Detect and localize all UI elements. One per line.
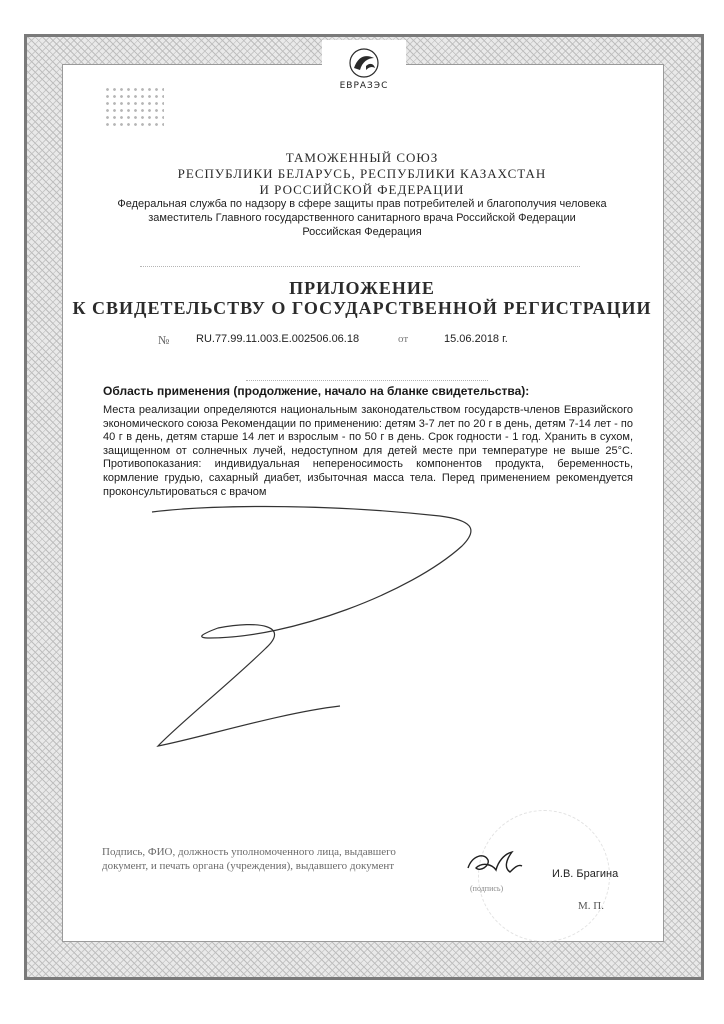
divider-line — [140, 266, 580, 268]
emblem-text: ЕВРАЗЭС — [339, 81, 389, 91]
document-subtitle: К СВИДЕТЕЛЬСТВУ О ГОСУДАРСТВЕННОЙ РЕГИСТРАЦИИ — [72, 298, 652, 318]
eurasec-emblem-icon — [344, 46, 384, 80]
registration-from-label: от — [398, 333, 409, 345]
header-line-1: ТАМОЖЕННЫЙ СОЮЗ — [285, 150, 439, 165]
registration-number-sign: № — [158, 333, 170, 347]
section-text: Места реализации определяются национальным законодательством государств-членов Евразийского экономического союза Рекомендации по применению: детям 3-7 лет по 20 г в день, детям 7-14 лет - по 40 г в день, детям старше 14 лет и взрослым - по 50 г в день. Срок годности - 1 год. Хранить в сухом, защищенном от солнечных лучей, недоступном для детей месте при температуре не выше 25°С. Противопоказания: индивидуальная непереносимость компонентов продукта, беременность, кормление грудью, сахарный диабет, избыточная масса тела. Перед применением рекомендуется проконсультироваться с врачом — [103, 404, 633, 498]
document-title: ПРИЛОЖЕНИЕ — [289, 278, 435, 298]
header-line-2: РЕСПУБЛИКИ БЕЛАРУСЬ, РЕСПУБЛИКИ КАЗАХСТАН — [177, 166, 547, 181]
cancellation-z-mark — [140, 498, 500, 758]
signature-field-label: Подпись, ФИО, должность уполномоченного лица, выдавшего документ, и печать органа (учреждения), выдавшего документ — [102, 846, 396, 872]
signature-caption: (подпись) — [470, 884, 504, 893]
registration-date: 15.06.2018 г. — [444, 333, 508, 345]
signer-name: И.В. Брагина — [552, 868, 619, 880]
registration-number: RU.77.99.11.003.Е.002506.06.18 — [196, 333, 360, 345]
signer-position: заместитель Главного государственного санитарного врача Российской Федерации — [148, 212, 576, 224]
handwritten-signature — [462, 842, 526, 882]
header-line-3: И РОССИЙСКОЙ ФЕДЕРАЦИИ — [259, 182, 465, 197]
issuing-authority: Федеральная служба по надзору в сфере защиты прав потребителей и благополучия человека — [117, 198, 607, 210]
divider-line-2 — [246, 380, 488, 382]
section-title: Область применения (продолжение, начало на бланке свидетельства): — [103, 384, 530, 398]
serial-number-pattern — [104, 86, 164, 126]
seal-place-label: М. П. — [578, 900, 604, 912]
emblem — [322, 40, 406, 104]
issuing-country: Российская Федерация — [302, 226, 422, 238]
